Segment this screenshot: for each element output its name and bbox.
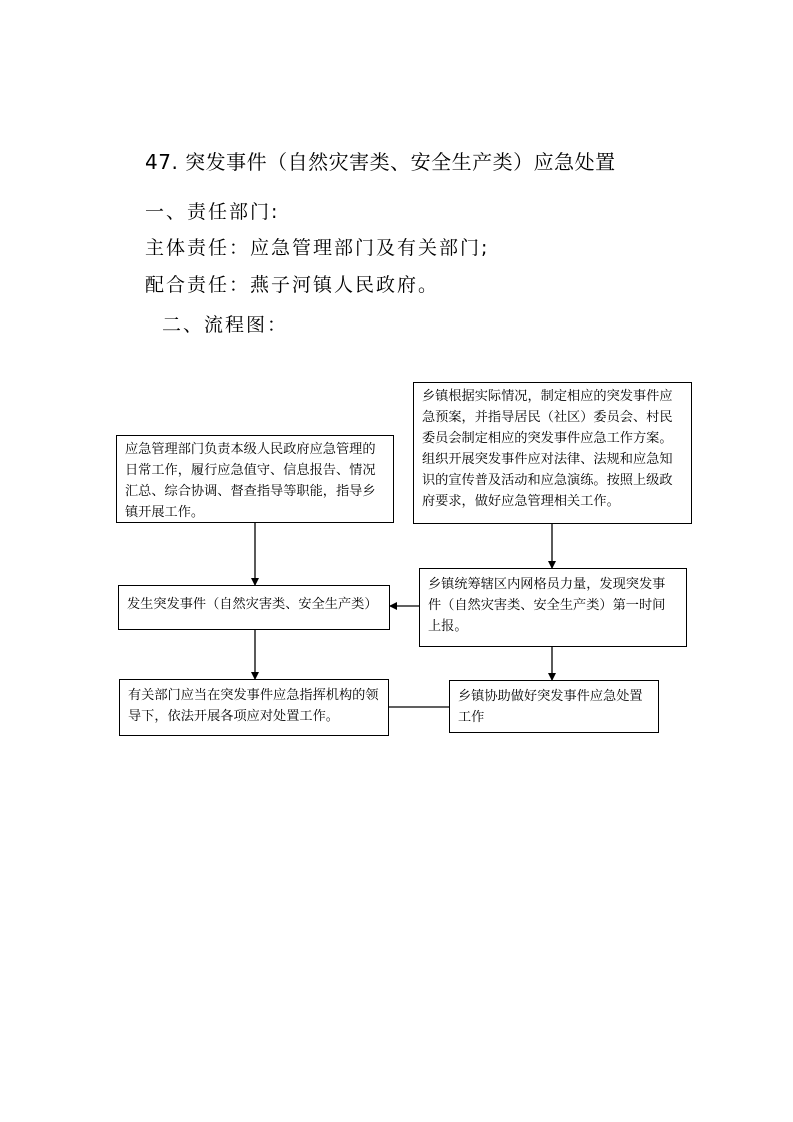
box-emergency-management-dept: 应急管理部门负责本级人民政府应急管理的日常工作，履行应急值守、信息报告、情况汇总、综合协调、督查指导等职能，指导乡镇开展工作。 xyxy=(116,435,394,523)
box-township-report: 乡镇统筹辖区内网格员力量，发现突发事件（自然灾害类、安全生产类）第一时间上报。 xyxy=(419,568,687,647)
section-responsible-departments: 一、责任部门: xyxy=(145,201,280,223)
main-responsibility: 主体责任：应急管理部门及有关部门; xyxy=(145,237,490,259)
section-flowchart: 二、流程图： xyxy=(162,314,289,336)
box-event-occurs: 发生突发事件（自然灾害类、安全生产类） xyxy=(118,585,390,630)
box-township-emergency-plan: 乡镇根据实际情况，制定相应的突发事件应急预案，并指导居民（社区）委员会、村民委员会制定相应的突发事件应急工作方案。组织开展突发事件应对法律、法规和应急知识的宣传普及活动和应急演练。按照上级政府要求，做好应急管理相关工作。 xyxy=(413,382,692,524)
box-township-assist: 乡镇协助做好突发事件应急处置工作 xyxy=(449,680,659,733)
document-title: 47. 突发事件（自然灾害类、安全生产类）应急处置 xyxy=(145,150,616,174)
cooperating-responsibility: 配合责任：燕子河镇人民政府。 xyxy=(145,274,440,296)
box-departments-handle: 有关部门应当在突发事件应急指挥机构的领导下，依法开展各项应对处置工作。 xyxy=(119,679,389,736)
